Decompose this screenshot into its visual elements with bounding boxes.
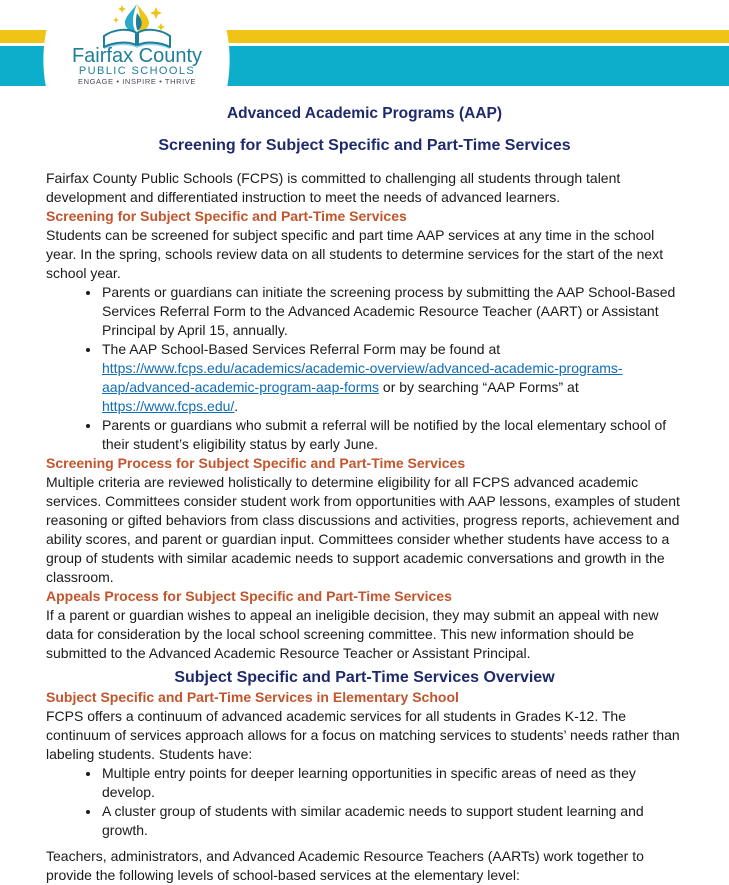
overview-title: Subject Specific and Part-Time Services Overview bbox=[174, 669, 555, 686]
document-body bbox=[0, 104, 729, 885]
bullet-item-notification: • Parents or guardians who submit a referral will be notified by the local elementary school of their student’s eligibility status by early June. bbox=[101, 416, 683, 454]
section-heading-elementary: Subject Specific and Part-Time Services in Elementary School bbox=[46, 689, 459, 705]
section-heading-process: Screening Process for Subject Specific and Part-Time Services bbox=[46, 455, 466, 471]
fcps-logo bbox=[72, 4, 202, 86]
fcps-home-link[interactable]: https://www.fcps.edu/ bbox=[102, 398, 235, 414]
closing-paragraph: Teachers, administrators, and Advanced Academic Resource Teachers (AARTs) work together to provide the following levels of school-based services at the elementary level: bbox=[46, 848, 644, 883]
elementary-bullet-list bbox=[46, 764, 683, 840]
bullet-item-referral-form bbox=[101, 340, 683, 416]
bullet-text: . bbox=[234, 398, 239, 414]
bullet-text: or by searching “AAP Forms” at bbox=[379, 379, 579, 395]
bullet-item-referral-submit: • Parents or guardians can initiate the screening process by submitting the AAP School-Based Services Referral Form to the Advanced Academic Resource Teacher (AART) or Assistant Principal by April 15, annually. bbox=[101, 283, 683, 340]
section-body-screening: Students can be screened for subject specific and part time AAP services at any time in the school year. In the spring, schools review data on all students to determine services for the start of the next school year. bbox=[46, 227, 664, 281]
logo-flame-icon bbox=[125, 4, 149, 32]
logo-tagline: ENGAGE • INSPIRE • THRIVE bbox=[77, 77, 197, 86]
bullet-text: The AAP School-Based Services Referral Form may be found at bbox=[102, 341, 501, 357]
logo-subname: PUBLIC SCHOOLS bbox=[78, 65, 196, 77]
doc-title: Advanced Academic Programs (AAP) bbox=[226, 105, 503, 122]
section-heading-appeals: Appeals Process for Subject Specific and Part-Time Services bbox=[46, 588, 452, 604]
logo-name: Fairfax County bbox=[71, 45, 203, 67]
section-body-elementary: FCPS offers a continuum of advanced academic services for all students in Grades K-12. The continuum of services approach allows for a focus on matching services to students’ needs rather than labeling students. Students have: bbox=[46, 708, 680, 762]
screening-bullet-list bbox=[46, 283, 683, 454]
section-body-process: Multiple criteria are reviewed holistically to determine eligibility for all FCPS advanced academic services. Committees consider student work from opportunities with AAP lessons, examples of student reasoning or gifted behaviors from class discussions and activities, progress reports, achievement and ability scores, and parent or guardian input. Committees consider whether students have access to a group of students with similar academic needs to support academic conversations and growth in the classroom. bbox=[46, 474, 680, 585]
section-heading-screening: Screening for Subject Specific and Part-Time Services bbox=[46, 208, 407, 224]
doc-subtitle: Screening for Subject Specific and Part-Time Services bbox=[158, 137, 571, 154]
header-banner bbox=[0, 0, 729, 92]
intro-paragraph: Fairfax County Public Schools (FCPS) is committed to challenging all students through talent development and differentiated instruction to meet the needs of advanced learners. bbox=[46, 170, 621, 205]
aap-forms-url-link[interactable]: https://www.fcps.edu/academics/academic-overview/advanced-academic-programs-aap/advanced-academic-program-aap-forms bbox=[102, 360, 623, 395]
bullet-item-cluster-group: • A cluster group of students with similar academic needs to support student learning and growth. bbox=[101, 802, 683, 840]
bullet-item-entry-points: • Multiple entry points for deeper learning opportunities in specific areas of need as they develop. bbox=[101, 764, 683, 802]
section-body-appeals: If a parent or guardian wishes to appeal an ineligible decision, they may submit an appeal with new data for consideration by the local school screening committee. This new information should be submitted to the Advanced Academic Resource Teacher or Assistant Principal. bbox=[46, 607, 659, 661]
